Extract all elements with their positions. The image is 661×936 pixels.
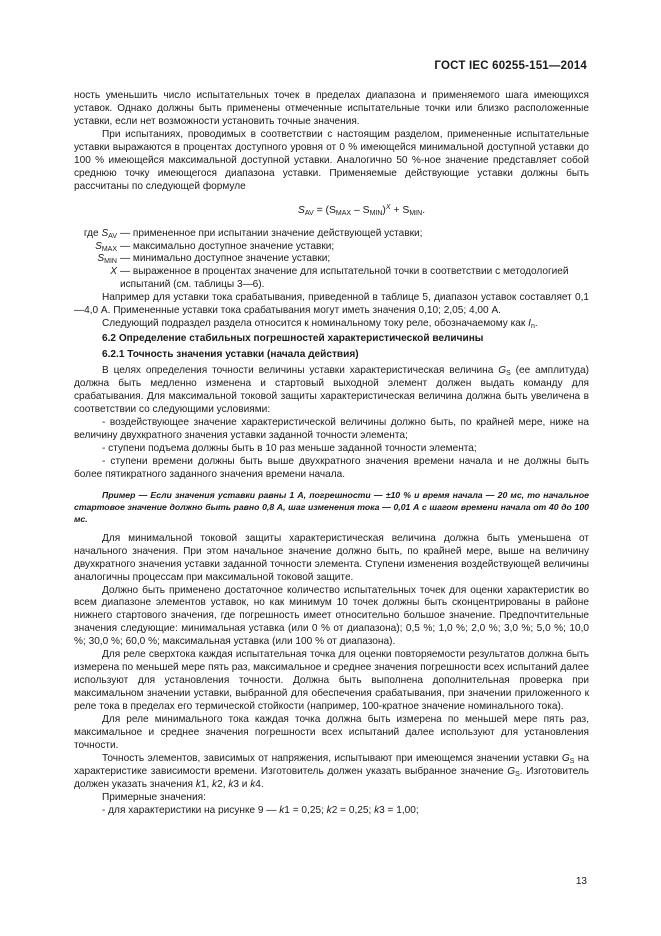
paragraph-3: Например для уставки тока срабатывания, приведенной в таблице 5, диапазон уставок составляет 0,1—4,0 А. Примененные уставки тока срабатывания могут иметь значения 0,10; 2,05; 4,00 А. xyxy=(74,292,589,317)
paragraph-9: Для реле минимального тока каждая точка должна быть измерена по меньшей мере пять раз, максимальное и среднее значения погрешности всех испытаний далее используют для установления точности. xyxy=(74,714,589,751)
paragraph-1: ность уменьшить число испытательных точек в пределах диапазона и применяемого шага имеющихся уставок. Однако должны быть применены отмеченные испытательные точки или близко расположенные уставки, если нет возможности установить точные значения. xyxy=(74,90,589,127)
list-item: - ступени подъема должны быть в 10 раз меньше заданной точности элемента; xyxy=(102,442,477,454)
legend-item: X — выраженное в процентах значение для испытательной точки в соответствии с методологией испытаний (см. таблицы 3—6). xyxy=(110,266,569,291)
formula: $S_{AV} = (S_{MAX} - S_{MIN})^X + S_{MIN}$. xyxy=(297,203,426,217)
paragraph-10: Точность элементов, зависимых от напряжения, испытывают при имеющемся значении уставки $G_S$ на характеристике зависимости времени. Изготовитель должен указать выбранное значение $G_S$. Изготовитель должен указать значения k1, k2, k3 и k4. xyxy=(74,752,589,790)
paragraph-5: В целях определения точности величины уставки характеристическая величина $G_S$ (ее амплитуда) должна быть медленно изменена и стартовый выходной элемент должен выдать команду для срабатывания. Для максимальной токовой защиты характеристическая величина должна быть увеличена в соответствии со следующими условиями: xyxy=(74,365,589,415)
list-item: - воздействующее значение характеристической величины должно быть, по крайней мере, ниже на величину двухкратного значения уставки заданной точности элемента; xyxy=(74,416,589,441)
paragraph-8: Для реле сверхтока каждая испытательная точка для оценки повторяемости результатов должна быть измерена по меньшей мере пять раз, максимальное и среднее значения погрешности всех испытаний далее используют для установления точности. Должна быть выполнена дополнительная проверка при максимальном значении уставки, выбранной для обеспечения срабатывания, при значении приложенного к реле тока в пределах его термической стойкости (например, 100-кратное значение номинального тока). xyxy=(74,649,589,713)
paragraph-6: Для минимальной токовой защиты характеристическая величина должна быть уменьшена от начального значения. При этом начальное значение должно быть, по крайней мере, выше на величину двухкратного значения уставки заданной точности элемента. Ступени изменения воздействующей величины аналогичны процессам при максимальной токовой защите. xyxy=(74,532,589,583)
legend-item: $S_{MIN}$ — минимально доступное значение уставки; xyxy=(97,253,331,266)
heading-6-2-1: 6.2.1 Точность значения уставки (начала действия) xyxy=(102,349,359,361)
legend-item: $S_{MAX}$ — максимально доступное значение уставки; xyxy=(95,240,335,253)
paragraph-12: - для характеристики на рисунке 9 — k1 = 0,25; k2 = 0,25; k3 = 1,00; xyxy=(102,804,419,816)
paragraph-4: Следующий подраздел раздела относится к номинальному току реле, обозначаемому как $I_n$. xyxy=(102,318,538,331)
paragraph-11: Примерные значения: xyxy=(102,791,206,803)
page-number: 13 xyxy=(575,876,587,887)
list-item: - ступени времени должны быть выше двухкратного значения времени начала и не должны быть более пятикратного заданного значения времени начала. xyxy=(74,455,589,480)
paragraph-2: При испытаниях, проводимых в соответствии с настоящим разделом, примененные испытательные уставки выражаются в процентах доступного уровня от 0 % имеющейся минимальной доступной уставки до 100 % имеющейся максимальной доступной уставки. Аналогично 50 %-ное значение представляет собой среднюю точку имеющегося диапазона уставки. Применяемые действующие уставки должны быть рассчитаны по следующей формуле xyxy=(74,128,589,192)
legend-item: где $S_{AV}$ — примененное при испытании значение действующей уставки; xyxy=(83,227,423,240)
document-header: ГОСТ IEC 60255-151—2014 xyxy=(434,60,587,72)
formula-legend xyxy=(74,228,589,293)
heading-6-2: 6.2 Определение стабильных погрешностей характеристической величины xyxy=(102,333,484,345)
example-note: Пример — Если значения уставки равны 1 А, погрешности — ±10 % и время начала — 20 мс, то начальное стартовое значение должно быть равно 0,8 А, шаг изменения тока — 0,01 А с шагом времени начала от 40 до 100 мс. xyxy=(74,489,589,524)
body-text xyxy=(74,90,589,818)
paragraph-7: Должно быть применено достаточное количество испытательных точек для оценки характеристик во всем диапазоне элементов уставок, но как минимум 10 точек должны быть сконцентрированы в районе нижнего стартового значения, где погрешность имеет относительно большое значение. Предпочтительные значения следующие: минимальная уставка (или 0 % от диапазона); 0,5 %; 1,0 %; 2,0 %; 3,0 %; 5,0 %; 10,0 %; 30,0 %; 60,0 %; максимальная уставка (или 100 % от диапазона). xyxy=(74,584,589,648)
